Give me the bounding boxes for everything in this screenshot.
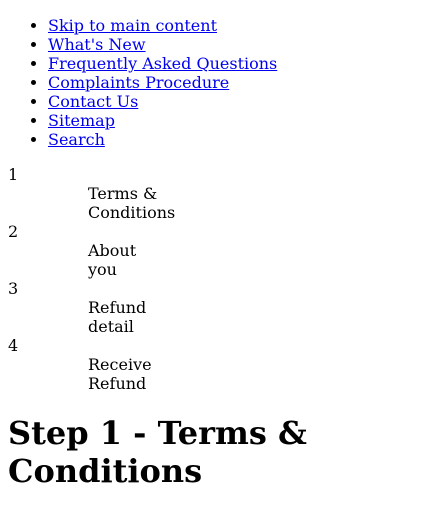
progress-steps (8, 165, 208, 393)
step-receive-refund (8, 336, 208, 393)
step-number: 4 (8, 336, 19, 355)
step-label-line: Receive (88, 355, 152, 374)
step-label-line: detail (88, 317, 134, 336)
step-label (88, 298, 188, 336)
page-title: Step 1 - Terms & Conditions (8, 414, 307, 490)
list-item (48, 16, 277, 35)
step-number: 3 (8, 279, 19, 298)
accessibility-links (0, 16, 277, 149)
skip-to-main-content-link[interactable]: Skip to main content (48, 16, 217, 35)
list-item (48, 111, 277, 130)
step-about-you (8, 222, 208, 279)
complaints-procedure-link[interactable]: Complaints Procedure (48, 73, 230, 92)
list-item (48, 54, 277, 73)
step-number: 2 (8, 222, 19, 241)
step-refund-detail (8, 279, 208, 336)
step-label-line: Refund (88, 374, 147, 393)
faq-link[interactable]: Frequently Asked Questions (48, 54, 278, 73)
list-item (48, 73, 277, 92)
step-label-line: About (88, 241, 137, 260)
search-link[interactable]: Search (48, 130, 105, 149)
step-label (88, 355, 188, 393)
step-terms-conditions (8, 165, 208, 222)
list-item (48, 92, 277, 111)
step-label (88, 241, 188, 279)
step-label-line: Terms & (88, 184, 158, 203)
step-label-line: Conditions (88, 203, 176, 222)
list-item (48, 35, 277, 54)
contact-us-link[interactable]: Contact Us (48, 92, 139, 111)
step-label (88, 184, 188, 222)
step-label-line: you (88, 260, 117, 279)
step-number: 1 (8, 165, 19, 184)
list-item (48, 130, 277, 149)
step-label-line: Refund (88, 298, 147, 317)
whats-new-link[interactable]: What's New (48, 35, 146, 54)
sitemap-link[interactable]: Sitemap (48, 111, 115, 130)
